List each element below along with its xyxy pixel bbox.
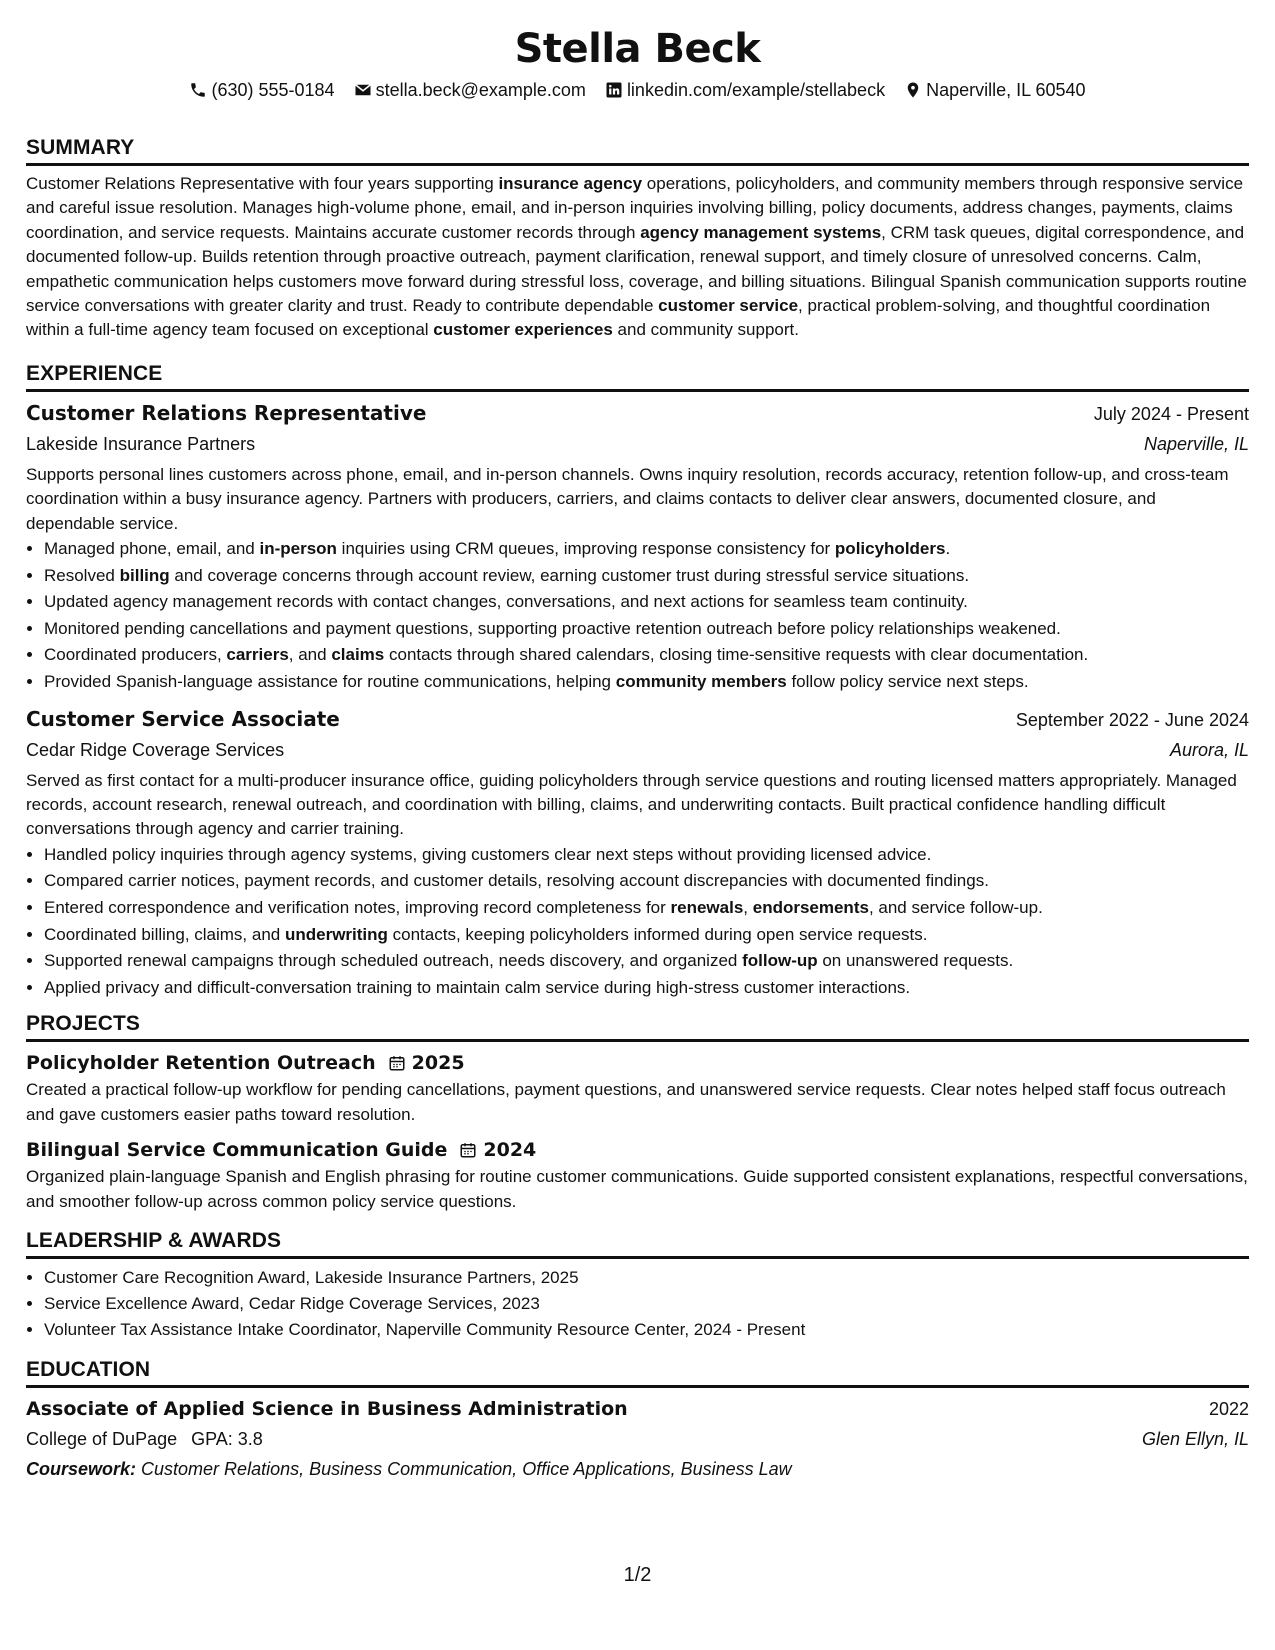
linkedin-icon (605, 81, 623, 99)
coursework-label: Coursework: (26, 1459, 137, 1480)
section-title: PROJECTS (26, 1011, 1249, 1042)
list-item: • Monitored pending cancellations and payment questions, supporting proactive retention outreach before policy relationships weakened. (44, 616, 1249, 643)
list-item: • Entered correspondence and verification notes, improving record completeness for renewals, endorsements, and service follow-up. (44, 895, 1249, 922)
calendar-icon (388, 1054, 406, 1072)
project-entry (26, 1048, 1249, 1127)
project-year: 2025 (411, 1052, 465, 1075)
list-item: • Managed phone, email, and in-person inquiries using CRM queues, improving response consistency for policyholders. (44, 536, 1249, 563)
calendar-icon (459, 1141, 477, 1159)
list-item: • Coordinated billing, claims, and underwriting contacts, keeping policyholders informed during open service requests. (44, 922, 1249, 949)
list-item: • Handled policy inquiries through agency systems, giving customers clear next steps without providing licensed advice. (44, 842, 1249, 869)
summary-section (26, 135, 1249, 343)
experience-section (26, 361, 1249, 1002)
contact-linkedin[interactable] (605, 78, 885, 102)
linkedin-text[interactable]: linkedin.com/example/stellabeck (626, 80, 886, 100)
contact-phone (189, 78, 334, 102)
location-text: Naperville, IL 60540 (926, 80, 1086, 100)
list-item: • Compared carrier notices, payment records, and customer details, resolving account discrepancies with documented findings. (44, 868, 1249, 895)
gpa: GPA: 3.8 (191, 1429, 263, 1450)
list-item: • Coordinated producers, carriers, and claims contacts through shared calendars, closing time-sensitive requests with clear documentation. (44, 642, 1249, 669)
candidate-name: Stella Beck (514, 26, 761, 72)
job-title: Customer Service Associate (26, 706, 340, 731)
project-title: Policyholder Retention Outreach (26, 1052, 376, 1075)
education-section (26, 1357, 1249, 1484)
list-item: • Service Excellence Award, Cedar Ridge Coverage Services, 2023 (44, 1291, 1249, 1317)
job-company: Cedar Ridge Coverage Services (26, 739, 285, 760)
coursework-list: Customer Relations, Business Communication, Office Applications, Business Law (136, 1459, 792, 1480)
list-item: • Customer Care Recognition Award, Lakeside Insurance Partners, 2025 (44, 1265, 1249, 1291)
degree-title: Associate of Applied Science in Business Administration (26, 1398, 628, 1421)
phone-icon (189, 81, 207, 99)
job-location: Aurora, IL (1169, 739, 1249, 760)
map-pin-icon (904, 81, 922, 99)
section-title: LEADERSHIP & AWARDS (26, 1228, 1249, 1259)
job-title: Customer Relations Representative (26, 400, 427, 425)
job-date: September 2022 - June 2024 (1015, 709, 1249, 730)
project-description: Organized plain-language Spanish and English phrasing for routine customer communications. Guide supported consistent explanations, respectful conversations, and smoother follow-up across common policy service questions. (26, 1167, 1248, 1211)
job-description: Served as first contact for a multi-producer insurance office, guiding policyholders through service questions and routing licensed matters appropriately. Managed records, account research, renewal outreach, and coordination with billing, claims, and underwriting contacts. Built practical confidence handling difficult conversations through agency and carrier training. (26, 770, 1237, 839)
job-location: Naperville, IL (1143, 433, 1249, 454)
projects-section (26, 1011, 1249, 1214)
contact-email[interactable] (354, 78, 586, 102)
list-item: • Volunteer Tax Assistance Intake Coordinator, Naperville Community Resource Center, 2024 - Present (44, 1317, 1249, 1343)
section-title: SUMMARY (26, 135, 1249, 166)
education-year: 2022 (1208, 1399, 1249, 1420)
job-entry (26, 704, 1249, 1002)
list-item: • Provided Spanish-language assistance for routine communications, helping community members follow policy service next steps. (44, 669, 1249, 696)
job-bullets (26, 536, 1249, 696)
contact-line (26, 78, 1249, 105)
section-title: EXPERIENCE (26, 361, 1249, 392)
school-name: College of DuPage (26, 1429, 178, 1450)
list-item: • Supported renewal campaigns through scheduled outreach, needs discovery, and organized follow-up on unanswered requests. (44, 948, 1249, 975)
email-text[interactable]: stella.beck@example.com (375, 80, 586, 100)
list-item: • Updated agency management records with contact changes, conversations, and next actions for seamless team continuity. (44, 589, 1249, 616)
page-number: 1/2 (623, 1564, 652, 1586)
project-year: 2024 (483, 1139, 537, 1162)
list-item: • Resolved billing and coverage concerns through account review, earning customer trust during stressful service situations. (44, 563, 1249, 590)
coursework (26, 1454, 1249, 1484)
job-company: Lakeside Insurance Partners (26, 433, 256, 454)
job-bullets (26, 842, 1249, 1002)
job-description: Supports personal lines customers across phone, email, and in-person channels. Owns inquiry resolution, records accuracy, retention follow-up, and cross-team coordination within a busy insurance agency. Partners with producers, carriers, and claims contacts to deliver clear answers, documented closure, and dependable service. (26, 464, 1229, 533)
awards-section (26, 1228, 1249, 1343)
education-location: Glen Ellyn, IL (1141, 1429, 1249, 1450)
contact-location (904, 78, 1085, 102)
list-item: • Applied privacy and difficult-conversation training to maintain calm service during high-stress customer interactions. (44, 975, 1249, 1002)
summary-text: Customer Relations Representative with four years supporting insurance agency operations, policyholders, and community members through responsive service and careful issue resolution. Manages high-volume phone, email, and in-person inquiries involving billing, policy documents, address changes, payments, claims coordination, and service requests. Maintains accurate customer records through agency management systems, CRM task queues, digital correspondence, and documented follow-up. Builds retention through proactive outreach, payment clarification, renewal support, and timely closure of unresolved concerns. Calm, empathetic communication helps customers move forward during stressful loss, coverage, and billing situations. Bilingual Spanish communication supports routine service conversations with greater clarity and trust. Ready to contribute dependable customer service, practical problem-solving, and thoughtful coordination within a full-time agency team focused on exceptional customer experiences and community support. (26, 174, 1247, 340)
job-date: July 2024 - Present (1093, 403, 1249, 424)
resume-page (26, 0, 1249, 1484)
phone-text: (630) 555-0184 (211, 80, 335, 100)
job-entry (26, 398, 1249, 696)
project-entry (26, 1135, 1249, 1214)
section-title: EDUCATION (26, 1357, 1249, 1388)
project-title: Bilingual Service Communication Guide (26, 1139, 448, 1162)
project-description: Created a practical follow-up workflow for pending cancellations, payment questions, and unanswered service requests. Clear notes helped staff focus outreach and gave customers easier paths toward resolution. (26, 1080, 1226, 1124)
envelope-icon (354, 81, 372, 99)
awards-list (26, 1265, 1249, 1343)
